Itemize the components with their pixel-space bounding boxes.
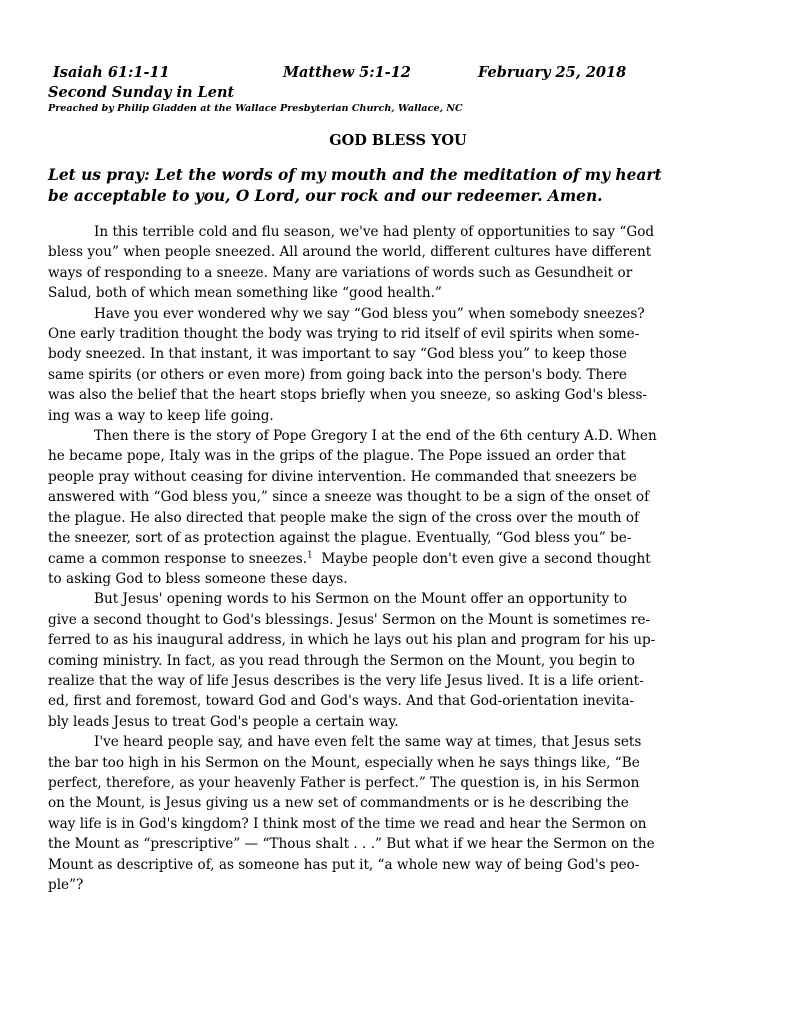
text-fragment: Maybe people don't even give a second thought bbox=[312, 550, 651, 567]
text-line: Then there is the story of Pope Gregory I at the end of the 6th century A.D. When bbox=[94, 428, 657, 445]
paragraph bbox=[48, 589, 754, 732]
opening-prayer bbox=[48, 165, 738, 207]
text-line: One early tradition thought the body was trying to rid itself of evil spirits when some- bbox=[48, 326, 640, 343]
sermon-body bbox=[48, 222, 754, 895]
service-name: Second Sunday in Lent bbox=[48, 84, 235, 101]
text-line: the plague. He also directed that people make the sign of the cross over the mouth of bbox=[48, 509, 640, 526]
text-line: people pray without ceasing for divine intervention. He commanded that sneezers be bbox=[48, 468, 637, 485]
scripture-reference-matthew: Matthew 5:1-12 bbox=[283, 64, 411, 81]
sermon-date: February 25, 2018 bbox=[478, 64, 627, 81]
text-line: answered with “God bless you,” since a sneeze was thought to be a sign of the onset of bbox=[48, 489, 650, 506]
text-line: ple”? bbox=[48, 877, 84, 893]
text-line: ferred to as his inaugural address, in which he lays out his plan and program for his up- bbox=[48, 632, 656, 649]
text-line: ing was a way to keep life going. bbox=[48, 407, 274, 424]
text-line: the sneezer, sort of as protection against the plague. Eventually, “God bless you” be- bbox=[48, 530, 632, 547]
text-line: coming ministry. In fact, as you read through the Sermon on the Mount, you begin to bbox=[48, 652, 635, 669]
text-line: realize that the way of life Jesus describes is the very life Jesus lived. It is a life orient- bbox=[48, 672, 644, 689]
footnote-marker[interactable]: 1 bbox=[307, 549, 313, 560]
sermon-page bbox=[48, 62, 748, 895]
text-line: way life is in God's kingdom? I think most of the time we read and hear the Sermon on bbox=[48, 815, 647, 832]
text-line: give a second thought to God's blessings. Jesus' Sermon on the Mount is sometimes re- bbox=[48, 611, 651, 628]
text-fragment: came a common response to sneezes. bbox=[48, 550, 308, 567]
text-line-with-footnote bbox=[48, 549, 754, 569]
text-line: bless you” when people sneezed. All around the world, different cultures have different bbox=[48, 244, 652, 261]
text-line: But Jesus' opening words to his Sermon on the Mount offer an opportunity to bbox=[94, 591, 628, 608]
text-line: In this terrible cold and flu season, we've had plenty of opportunities to say “God bbox=[94, 224, 655, 240]
prayer-line: Let us pray: Let the words of my mouth and the meditation of my heart bbox=[48, 166, 662, 184]
text-line: was also the belief that the heart stops briefly when you sneeze, so asking God's bless- bbox=[48, 387, 648, 404]
scripture-reference-isaiah: Isaiah 61:1-11 bbox=[53, 64, 170, 81]
text-line: the bar too high in his Sermon on the Mount, especially when he says things like, “Be bbox=[48, 754, 640, 771]
text-line: bly leads Jesus to treat God's people a certain way. bbox=[48, 713, 399, 730]
text-line: the Mount as “prescriptive” — “Thous shalt . . .” But what if we hear the Sermon on the bbox=[48, 836, 655, 853]
paragraph bbox=[48, 732, 754, 895]
text-line: on the Mount, is Jesus giving us a new set of commandments or is he describing the bbox=[48, 795, 629, 812]
text-line: to asking God to bless someone these days. bbox=[48, 570, 348, 587]
text-line: he became pope, Italy was in the grips of the plague. The Pope issued an order that bbox=[48, 448, 626, 465]
paragraph bbox=[48, 426, 754, 589]
text-line: perfect, therefore, as your heavenly Father is perfect.” The question is, in his Sermon bbox=[48, 774, 640, 791]
preacher-line: Preached by Philip Gladden at the Wallace Presbyterian Church, Wallace, NC bbox=[48, 103, 463, 114]
paragraph bbox=[48, 222, 754, 304]
text-line: Mount as descriptive of, as someone has put it, “a whole new way of being God's peo- bbox=[48, 856, 640, 873]
text-line: I've heard people say, and have even felt the same way at times, that Jesus sets bbox=[94, 734, 642, 751]
text-line: Salud, both of which mean something like “good health.” bbox=[48, 285, 442, 302]
text-line: Have you ever wondered why we say “God bless you” when somebody sneezes? bbox=[94, 305, 645, 322]
prayer-line: be acceptable to you, O Lord, our rock and our redeemer. Amen. bbox=[48, 187, 603, 205]
text-line: body sneezed. In that instant, it was important to say “God bless you” to keep those bbox=[48, 346, 627, 363]
scripture-header bbox=[48, 62, 748, 83]
paragraph bbox=[48, 304, 754, 426]
text-line: ways of responding to a sneeze. Many are variations of words such as Gesundheit or bbox=[48, 264, 633, 281]
text-line: ed, first and foremost, toward God and God's ways. And that God-orientation inevita- bbox=[48, 693, 635, 710]
sermon-title: GOD BLESS YOU bbox=[329, 132, 467, 149]
text-line: same spirits (or others or even more) from going back into the person's body. There bbox=[48, 366, 627, 383]
